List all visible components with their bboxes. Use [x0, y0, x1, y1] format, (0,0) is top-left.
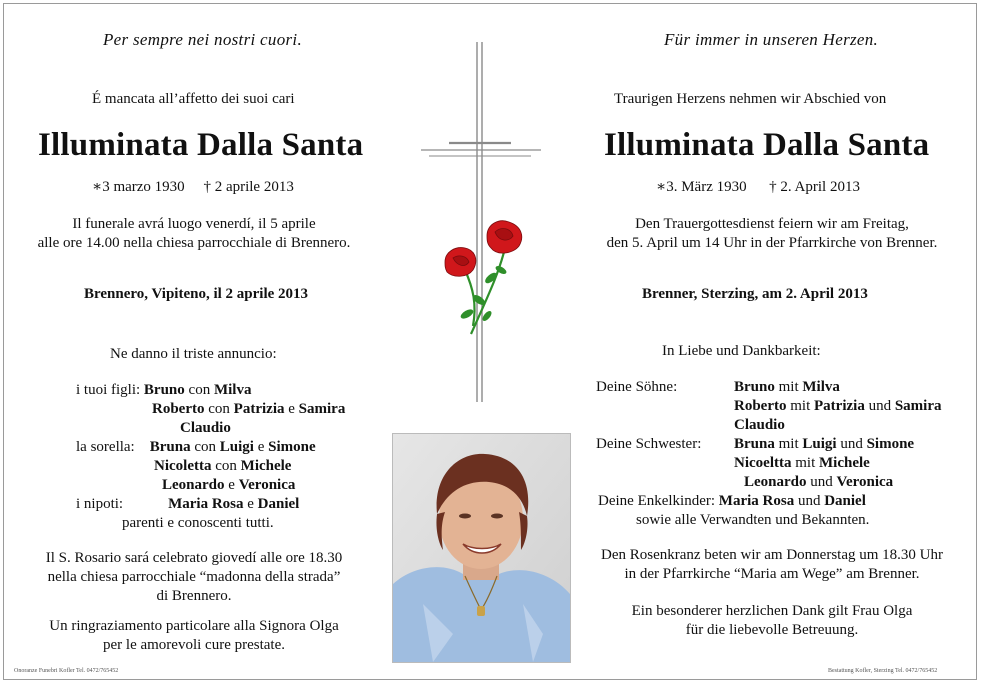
- list-item: [596, 435, 942, 454]
- connector: e: [284, 401, 299, 417]
- thanks-line: für die liebevolle Betreuung.: [685, 622, 859, 638]
- left-dates: [92, 177, 294, 196]
- left-deceased-name: Illuminata Dalla Santa: [38, 127, 364, 163]
- family-name: Bruno: [143, 382, 185, 398]
- connector: con: [204, 401, 234, 417]
- thanks-line: Un ringraziamento particolare alla Signora Olga: [49, 618, 339, 634]
- rosenkranz-line: in der Pfarrkirche “Maria am Wege” am Brenner.: [624, 566, 920, 582]
- right-funeral-info: [574, 215, 970, 253]
- family-name: Leonardo: [162, 477, 225, 493]
- right-rosenkranz-info: [574, 546, 970, 584]
- left-announce: Ne danno il triste annuncio:: [110, 346, 277, 362]
- birth-date: 3 marzo 1930: [102, 179, 185, 195]
- list-item: [596, 378, 942, 397]
- family-name: Milva: [213, 382, 252, 398]
- list-item: [76, 419, 345, 438]
- connector: und: [836, 436, 867, 452]
- list-item: [76, 495, 345, 514]
- family-name: Claudio: [180, 420, 231, 436]
- connector: mit: [774, 379, 803, 395]
- right-motto: Für immer in unseren Herzen.: [664, 30, 879, 49]
- connector: mit: [786, 398, 815, 414]
- family-name: Patrizia: [233, 401, 285, 417]
- family-name: Michele: [819, 455, 870, 471]
- connector: und: [794, 493, 825, 509]
- family-name: Bruna: [149, 439, 191, 455]
- thanks-line: per le amorevoli cure prestate.: [103, 637, 285, 653]
- left-thanks: [36, 617, 352, 655]
- list-item: [598, 492, 942, 511]
- right-thanks: [574, 602, 970, 640]
- family-name: Veronica: [836, 474, 894, 490]
- thanks-line: Ein besonderer herzlichen Dank gilt Frau Olga: [631, 603, 913, 619]
- right-deceased-name: Illuminata Dalla Santa: [604, 127, 930, 163]
- connector: con: [211, 458, 241, 474]
- family-name: Luigi: [219, 439, 254, 455]
- left-family-list: [76, 381, 345, 533]
- list-item: [76, 476, 345, 495]
- family-name: Leonardo: [744, 474, 807, 490]
- connector: con: [184, 382, 214, 398]
- family-label: la sorella:: [76, 439, 135, 455]
- list-item: sowie alle Verwandten und Bekannten.: [636, 512, 870, 528]
- death-symbol: †: [769, 179, 777, 195]
- family-name: Samira: [298, 401, 346, 417]
- list-item: [76, 457, 345, 476]
- left-funeral-info: [36, 215, 352, 253]
- family-name: Maria Rosa: [168, 496, 244, 512]
- connector: und: [806, 474, 837, 490]
- list-item: [596, 397, 942, 416]
- rosenkranz-line: Den Rosenkranz beten wir am Donnerstag um 18.30 Uhr: [601, 547, 943, 563]
- family-name: Michele: [240, 458, 292, 474]
- connector: mit: [791, 455, 819, 471]
- list-item: [596, 473, 942, 492]
- family-name: Simone: [866, 436, 915, 452]
- family-name: Roberto: [152, 401, 205, 417]
- left-motto: Per sempre nei nostri cuori.: [103, 30, 302, 49]
- birth-symbol: ∗: [92, 179, 103, 195]
- right-intro: Traurigen Herzens nehmen wir Abschied von: [614, 91, 887, 107]
- birth-symbol: ∗: [656, 179, 667, 195]
- list-item: [596, 454, 942, 473]
- family-name: Patrizia: [814, 398, 865, 414]
- list-item: [596, 416, 942, 435]
- family-name: Simone: [268, 439, 316, 455]
- family-name: Samira: [894, 398, 942, 414]
- family-label: Deine Enkelkinder:: [598, 493, 716, 509]
- connector: con: [190, 439, 220, 455]
- family-label: Deine Schwester:: [596, 436, 702, 452]
- family-label: i tuoi figli:: [76, 382, 141, 398]
- right-family-list: [596, 378, 942, 530]
- left-intro: É mancata all’affetto dei suoi cari: [92, 91, 295, 107]
- list-item: [76, 400, 345, 419]
- list-item: parenti e conoscenti tutti.: [122, 515, 274, 531]
- right-announce: In Liebe und Dankbarkeit:: [662, 343, 821, 359]
- family-name: Daniel: [824, 493, 866, 509]
- death-symbol: †: [203, 179, 211, 195]
- left-footer: Onoranze Funebri Kofler Tel. 0472/765452: [14, 668, 119, 674]
- family-name: Daniel: [257, 496, 300, 512]
- left-place-date: Brennero, Vipiteno, il 2 aprile 2013: [84, 286, 309, 302]
- right-dates: [656, 177, 860, 196]
- rose-icon: [443, 218, 528, 340]
- right-footer: Bestattung Kofler, Sterzing Tel. 0472/765452: [828, 668, 938, 674]
- family-name: Claudio: [734, 417, 785, 433]
- family-name: Milva: [802, 379, 840, 395]
- funeral-line: alle ore 14.00 nella chiesa parrocchiale di Brennero.: [37, 235, 351, 251]
- death-date: 2. April 2013: [780, 179, 860, 195]
- family-label: i nipoti:: [76, 496, 124, 512]
- family-name: Bruna: [734, 436, 775, 452]
- family-name: Nicoeltta: [734, 455, 792, 471]
- connector: mit: [774, 436, 803, 452]
- connector: e: [253, 439, 269, 455]
- rosario-line: nella chiesa parrocchiale “madonna della strada”: [47, 569, 341, 585]
- connector: und: [864, 398, 895, 414]
- family-name: Maria Rosa: [718, 493, 795, 509]
- rosario-line: Il S. Rosario sará celebrato giovedí alle ore 18.30: [45, 550, 343, 566]
- portrait-photo: [392, 433, 571, 663]
- birth-date: 3. März 1930: [666, 179, 747, 195]
- family-name: Roberto: [734, 398, 787, 414]
- family-name: Veronica: [238, 477, 296, 493]
- connector: e: [243, 496, 258, 512]
- list-item: [76, 381, 345, 400]
- family-name: Luigi: [802, 436, 837, 452]
- funeral-line: Den Trauergottesdienst feiern wir am Freitag,: [635, 216, 909, 232]
- connector: e: [224, 477, 239, 493]
- list-item: [76, 438, 345, 457]
- death-date: 2 aprile 2013: [214, 179, 294, 195]
- family-name: Bruno: [734, 379, 775, 395]
- right-place-date: Brenner, Sterzing, am 2. April 2013: [642, 286, 868, 302]
- family-name: Nicoletta: [154, 458, 212, 474]
- left-rosario-info: [36, 549, 352, 606]
- rosario-line: di Brennero.: [156, 588, 232, 604]
- family-label: Deine Söhne:: [596, 379, 678, 395]
- funeral-line: den 5. April um 14 Uhr in der Pfarrkirche von Brenner.: [606, 235, 938, 251]
- funeral-line: Il funerale avrá luogo venerdí, il 5 aprile: [72, 216, 316, 232]
